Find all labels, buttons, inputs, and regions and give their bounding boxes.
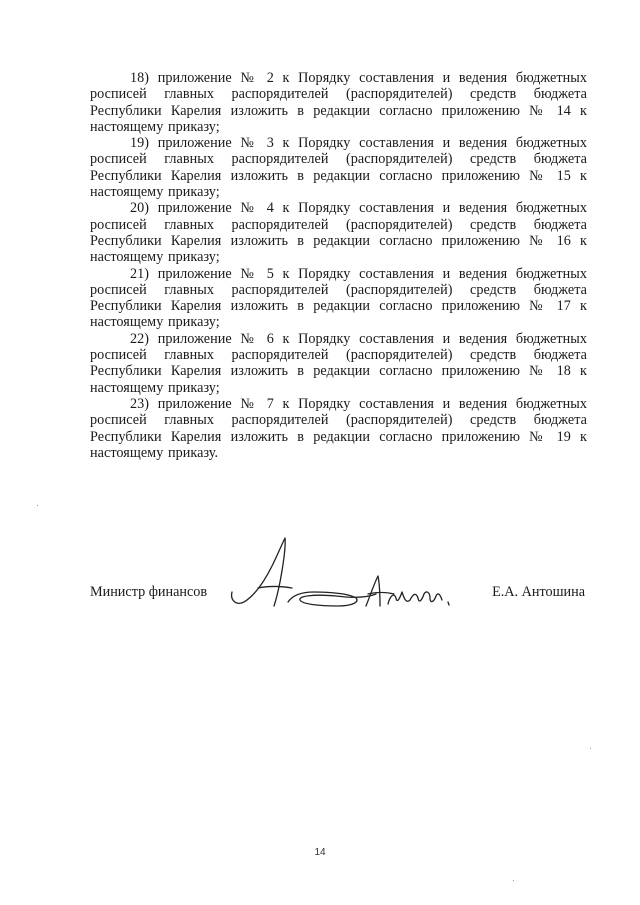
amendment-list [90,70,587,461]
signatory-name: Е.А. Антошина [492,584,585,600]
scan-speck [513,880,514,881]
amendment-item-21: 21) приложение № 5 к Порядку составления и ведения бюджетных росписей главных распорядителей (распорядителей) средств бюджета Республики Карелия изложить в редакции согласно приложению № 17 к настоящему приказу; [90,265,587,331]
signatory-title: Министр финансов [90,584,208,600]
amendment-item-19: 19) приложение № 3 к Порядку составления и ведения бюджетных росписей главных распорядителей (распорядителей) средств бюджета Республики Карелия изложить в редакции согласно приложению № 15 к настоящему приказу; [90,135,587,201]
scan-speck [37,505,38,506]
signature-block [90,584,587,620]
amendment-item-23: 23) приложение № 7 к Порядку составления и ведения бюджетных росписей главных распорядителей (распорядителей) средств бюджета Республики Карелия изложить в редакции согласно приложению № 19 к настоящему приказу. [90,395,587,461]
amendment-item-18: 18) приложение № 2 к Порядку составления и ведения бюджетных росписей главных распорядителей (распорядителей) средств бюджета Республики Карелия изложить в редакции согласно приложению № 14 к настоящему приказу; [90,70,587,135]
amendment-item-22: 22) приложение № 6 к Порядку составления и ведения бюджетных росписей главных распорядителей (распорядителей) средств бюджета Республики Карелия изложить в редакции согласно приложению № 18 к настоящему приказу; [90,330,587,396]
amendment-item-20: 20) приложение № 4 к Порядку составления и ведения бюджетных росписей главных распорядителей (распорядителей) средств бюджета Республики Карелия изложить в редакции согласно приложению № 16 к настоящему приказу; [90,200,587,266]
page-number: 14 [314,847,326,858]
scan-speck [590,748,591,749]
